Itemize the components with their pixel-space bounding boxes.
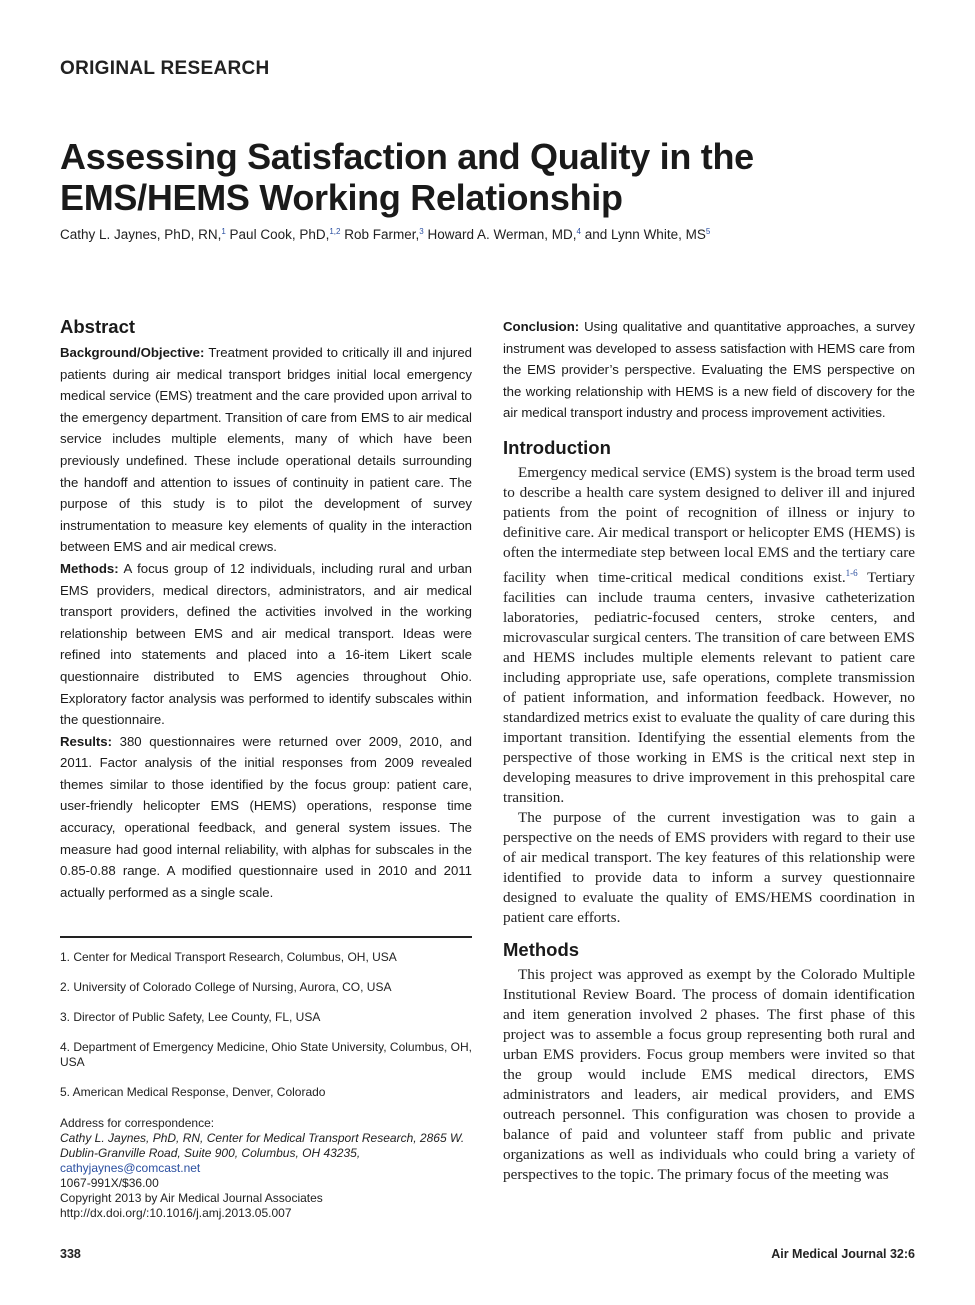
author-name: Rob Farmer, xyxy=(344,227,420,242)
correspondence xyxy=(60,1116,472,1176)
results-text: 380 questionnaires were returned over 2009, 2010, and 2011. Factor analysis of the initial responses from 2009 revealed themes similar to those identified by the focus group: patient care, user-friendly helicopter EMS (HEMS) operations, response time accuracy, operational feedback, and general system issues. The measure had good internal reliability, with alphas for subscales in the 0.85-0.88 range. A modified questionnaire used in 2010 and 2011 actually performed as a single scale. xyxy=(60,733,472,900)
correspondence-email-link[interactable]: cathyjaynes@comcast.net xyxy=(60,1161,201,1175)
footnote: 1. Center for Medical Transport Research, Columbus, OH, USA xyxy=(60,950,397,964)
conclusion-text: Using qualitative and quantitative approaches, a survey instrument was developed to assess satisfaction with HEMS care from the EMS provider’s perspective. Evaluating the EMS perspective on the working relationship with HEMS is a new field of discovery for the air medical transport industry and process improvement activities. xyxy=(503,319,915,421)
author-affiliation[interactable]: 1 xyxy=(221,227,226,236)
title-line-2: EMS/HEMS Working Relationship xyxy=(60,177,623,218)
abstract-results xyxy=(60,731,472,904)
reference-link[interactable]: 1-6 xyxy=(845,567,858,578)
left-column xyxy=(60,316,472,903)
doi-link[interactable]: http://dx.doi.org/:10.1016/j.amj.2013.05.007 xyxy=(60,1206,292,1220)
author-name: Howard A. Werman, MD, xyxy=(427,227,577,242)
author-name: and Lynn White, MS xyxy=(584,227,706,242)
correspondence-label: Address for correspondence: xyxy=(60,1116,215,1130)
intro-text: Tertiary facilities can include trauma centers, invasive catheterization laboratories, pediatric-focused centers, stroke centers, and microvascular surgical centers. The transition of care between EMS and HEMS includes multiple elements relevant to patient care including appropriate use, safe operations, complete transmission of patient information, and information feedback. However, no standardized metrics exist to evaluate the quality of care during this important transition. Identifying the essential elements from the perspective of those working in EMS is the critical next step in developing measures to drive improvement in this prehospital care transition. xyxy=(503,568,915,806)
title-line-1: Assessing Satisfaction and Quality in the xyxy=(60,136,754,177)
results-label: Results: xyxy=(60,733,113,749)
copyright: Copyright 2013 by Air Medical Journal Associates xyxy=(60,1191,323,1205)
author-name: Paul Cook, PhD, xyxy=(229,227,330,242)
right-column xyxy=(503,316,915,1185)
methods-heading: Methods xyxy=(503,938,580,960)
introduction-heading: Introduction xyxy=(503,436,611,458)
background-text: Treatment provided to critically ill and injured patients during air medical transport bridges initial local emergency medical service (EMS) treatment and the care provided upon arrival to the emergency department. Transition of care from EMS to air medical service includes multiple elements, many of which have been previously undefined. These include operational details surrounding the handoff and attention to issues of continuity in patient care. The purpose of this study is to pilot the development of survey instrumentation to measure key elements of quality in the interaction between EMS and air medical crews. xyxy=(60,345,472,555)
introduction-paragraph-1 xyxy=(503,463,915,808)
author-list xyxy=(60,227,710,242)
article-identifiers xyxy=(60,1176,472,1221)
article-title xyxy=(60,136,920,218)
abstract-heading: Abstract xyxy=(60,316,136,337)
abstract-methods xyxy=(60,558,472,731)
abstract-background xyxy=(60,342,472,558)
background-label: Background/Objective: xyxy=(60,345,205,360)
page-number: 338 xyxy=(60,1247,81,1261)
journal-citation: Air Medical Journal 32:6 xyxy=(771,1247,915,1261)
author-name: Cathy L. Jaynes, PhD, RN, xyxy=(60,227,222,242)
footnote-divider xyxy=(60,936,472,938)
correspondence-address: Cathy L. Jaynes, PhD, RN, Center for Medical Transport Research, 2865 W. Dublin-Granville Road, Suite 900, Columbus, OH 43235, xyxy=(60,1131,465,1160)
issn-price: 1067-991X/$36.00 xyxy=(60,1176,159,1190)
footnote: 4. Department of Emergency Medicine, Ohio State University, Columbus, OH, USA xyxy=(60,1040,472,1069)
section-label: ORIGINAL RESEARCH xyxy=(60,58,270,79)
footnote: 2. University of Colorado College of Nursing, Aurora, CO, USA xyxy=(60,980,392,994)
intro-text: Emergency medical service (EMS) system is the broad term used to describe a health care system designed to deliver ill and injured patients from the point of recognition of illness or injury to definitive care. Air medical transport or helicopter EMS (HEMS) is often the intermediate step between local EMS and the tertiary care facility when time-critical medical conditions exist. xyxy=(503,463,915,586)
abstract-conclusion xyxy=(503,316,915,424)
introduction-paragraph-2: The purpose of the current investigation was to gain a perspective on the needs of EMS providers with regard to their use of air medical transport. The key features of this relationship were identified to provide data to inform a survey questionnaire designed to evaluate the quality of EMS/HEMS coordination in patient care efforts. xyxy=(503,808,915,926)
affiliation-footnotes xyxy=(60,950,472,1115)
author-affiliation[interactable]: 3 xyxy=(419,227,424,236)
methods-paragraph-1: This project was approved as exempt by the Colorado Multiple Institutional Review Board. The process of domain identification and item generation involved 2 phases. The first phase of this project was to assemble a focus group representing both rural and urban EMS providers. Focus group members were invited so that the group would include EMS medical directors, EMS administrators and leaders, air medical providers, and EMS outreach personnel. This configuration was chosen to provide a balance of paid and volunteer staff from public and private organizations as well as individuals who could bring a variety of perspectives to the topic. The primary focus of the meeting was xyxy=(503,965,915,1183)
methods-text: A focus group of 12 individuals, including rural and urban EMS providers, medical directors, administrators, and air medical transport providers, defined the activities involved in the working relationship between EMS and air medical transport. Ideas were refined into statements and placed into a 16-item Likert scale questionnaire distributed to EMS agencies throughout Ohio. Exploratory factor analysis was performed to identify subscales within the questionnaire. xyxy=(60,560,472,728)
footnote: 5. American Medical Response, Denver, Colorado xyxy=(60,1085,326,1099)
author-affiliation[interactable]: 5 xyxy=(705,227,711,236)
conclusion-label: Conclusion: xyxy=(503,319,580,334)
author-affiliation[interactable]: 4 xyxy=(576,227,581,236)
author-affiliation[interactable]: 1,2 xyxy=(329,227,341,236)
footnote: 3. Director of Public Safety, Lee County, FL, USA xyxy=(60,1010,321,1024)
methods-label: Methods: xyxy=(60,560,119,576)
